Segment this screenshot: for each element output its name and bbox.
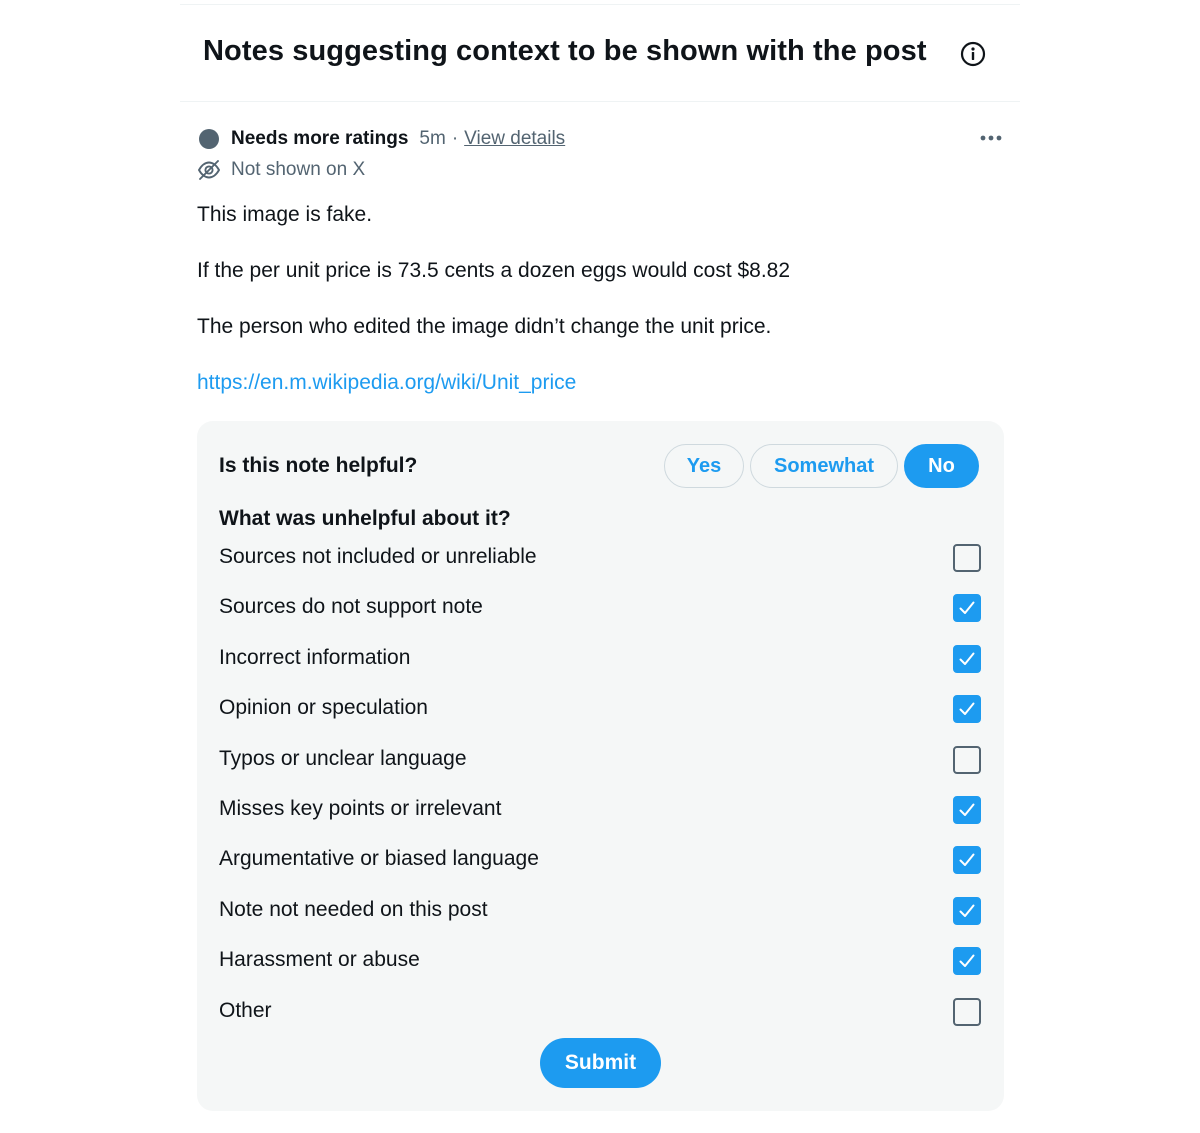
more-horizontal-icon[interactable] bbox=[976, 128, 1006, 148]
reason-item bbox=[197, 583, 1004, 633]
reason-item bbox=[197, 684, 1004, 734]
reason-checkbox[interactable] bbox=[953, 544, 981, 572]
visibility-label: Not shown on X bbox=[231, 159, 366, 180]
somewhat-button[interactable]: Somewhat bbox=[750, 444, 898, 488]
view-details-link[interactable]: View details bbox=[464, 128, 566, 149]
check-icon bbox=[959, 652, 975, 666]
status-dot-icon bbox=[199, 129, 219, 149]
reason-label: Note not needed on this post bbox=[219, 897, 488, 921]
eye-off-icon bbox=[197, 158, 221, 182]
reason-item bbox=[197, 886, 1004, 936]
reason-label: Sources not included or unreliable bbox=[219, 545, 537, 568]
reason-item bbox=[197, 936, 1004, 986]
rating-panel bbox=[197, 421, 1004, 1111]
page-title: Notes suggesting context to be shown with the post bbox=[203, 35, 927, 67]
reason-label: Sources do not support note bbox=[219, 595, 483, 619]
note-text-line: This image is fake. bbox=[197, 203, 373, 226]
note-meta bbox=[197, 124, 565, 154]
note-timestamp: 5m bbox=[419, 128, 446, 149]
reason-checkbox[interactable] bbox=[953, 796, 981, 824]
reason-item bbox=[197, 735, 1004, 785]
check-icon bbox=[959, 954, 975, 968]
reason-checkbox[interactable] bbox=[953, 695, 981, 723]
reason-item bbox=[197, 785, 1004, 835]
visibility-status bbox=[197, 156, 365, 184]
note-text-line: If the per unit price is 73.5 cents a dozen eggs would cost $8.82 bbox=[197, 259, 791, 282]
no-button[interactable]: No bbox=[904, 444, 979, 488]
reason-list bbox=[197, 533, 1004, 1037]
check-icon bbox=[959, 853, 975, 867]
notes-header bbox=[180, 5, 1020, 102]
unhelpful-question: What was unhelpful about it? bbox=[219, 507, 511, 530]
reason-checkbox[interactable] bbox=[953, 947, 981, 975]
check-icon bbox=[959, 601, 975, 615]
source-link[interactable]: https://en.m.wikipedia.org/wiki/Unit_price bbox=[197, 371, 577, 394]
reason-label: Other bbox=[219, 998, 272, 1022]
note-text-line: The person who edited the image didn’t change the unit price. bbox=[197, 315, 772, 338]
submit-button[interactable]: Submit bbox=[540, 1038, 661, 1088]
reason-label: Argumentative or biased language bbox=[219, 847, 539, 871]
reason-label: Misses key points or irrelevant bbox=[219, 796, 502, 820]
reason-checkbox[interactable] bbox=[953, 645, 981, 673]
reason-checkbox[interactable] bbox=[953, 897, 981, 925]
note-status: Needs more ratings bbox=[231, 128, 409, 149]
reason-label: Incorrect information bbox=[219, 645, 411, 669]
check-icon bbox=[959, 702, 975, 716]
yes-button[interactable]: Yes bbox=[664, 444, 744, 488]
helpful-question: Is this note helpful? bbox=[219, 454, 418, 477]
meta-separator: · bbox=[451, 128, 459, 149]
reason-item bbox=[197, 634, 1004, 684]
reason-checkbox[interactable] bbox=[953, 594, 981, 622]
reason-item bbox=[197, 987, 1004, 1037]
check-icon bbox=[959, 904, 975, 918]
check-icon bbox=[959, 803, 975, 817]
reason-checkbox[interactable] bbox=[953, 846, 981, 874]
reason-label: Typos or unclear language bbox=[219, 746, 467, 770]
reason-item bbox=[197, 533, 1004, 583]
reason-checkbox[interactable] bbox=[953, 998, 981, 1026]
info-circle-icon[interactable] bbox=[960, 41, 986, 67]
reason-item bbox=[197, 835, 1004, 885]
reason-label: Harassment or abuse bbox=[219, 948, 420, 972]
reason-checkbox[interactable] bbox=[953, 746, 981, 774]
reason-label: Opinion or speculation bbox=[219, 696, 428, 720]
